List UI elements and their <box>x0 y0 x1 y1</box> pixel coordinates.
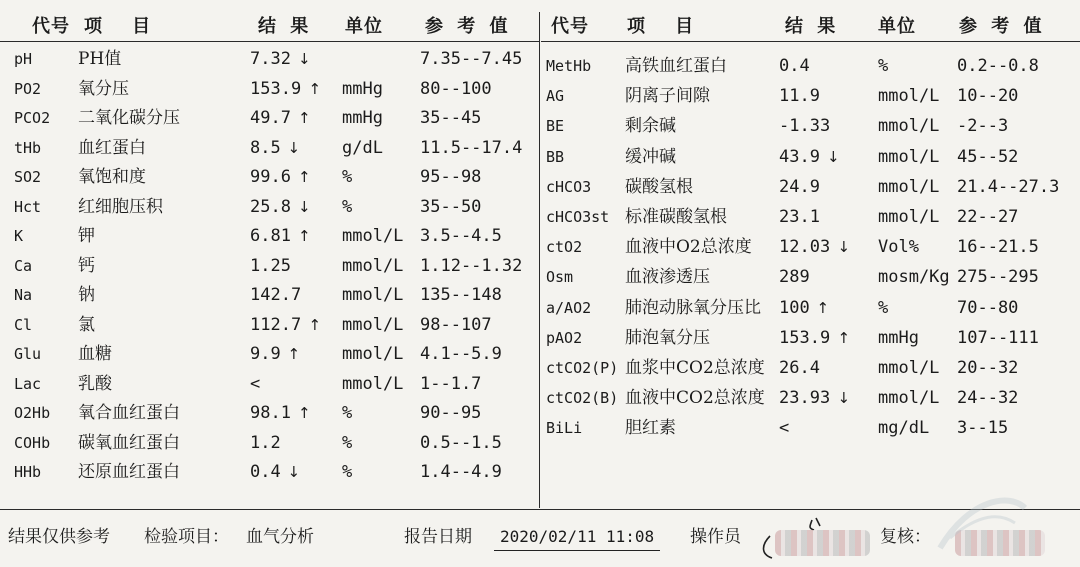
row-result: 1.25 <box>250 255 291 276</box>
header-code: 代号 <box>551 16 589 37</box>
row-unit: mmol/L <box>878 388 940 409</box>
row-reference: 80--100 <box>420 78 492 99</box>
row-code: Na <box>14 286 33 304</box>
row-reference: 20--32 <box>957 358 1019 378</box>
row-unit: % <box>342 432 353 453</box>
row-flag: ↓ <box>298 50 311 68</box>
row-flag: ↓ <box>287 138 301 157</box>
table-row <box>541 203 1080 232</box>
row-reference: 11.5--17.4 <box>420 137 523 158</box>
row-flag: ↑ <box>298 109 311 127</box>
row-reference: 3.5--4.5 <box>420 226 502 246</box>
row-result: 49.7 <box>250 108 291 128</box>
table-row <box>541 354 1080 383</box>
row-result: 12.03 <box>779 237 831 258</box>
row-reference: 0.5--1.5 <box>420 432 502 453</box>
header-reference: 参 考 值 <box>959 16 1046 37</box>
row-flag: ↑ <box>308 315 322 334</box>
row-code: Cl <box>14 315 33 334</box>
row-item-name: 碳酸氢根 <box>625 176 693 197</box>
row-result: 112.7 <box>250 314 302 335</box>
row-result: < <box>250 373 261 394</box>
row-unit: mg/dL <box>878 418 930 439</box>
table-row <box>0 399 540 428</box>
row-result: 23.1 <box>779 207 820 227</box>
test-item-label: 检验项目： <box>144 527 229 547</box>
row-unit: mmHg <box>342 78 383 99</box>
row-item-name: 血红蛋白 <box>78 137 146 158</box>
row-reference: 35--45 <box>420 108 482 128</box>
row-reference: 21.4--27.3 <box>957 176 1060 197</box>
row-result: 25.8 <box>250 196 291 217</box>
header-result: 结 果 <box>785 16 840 37</box>
row-unit: % <box>342 462 353 482</box>
table-row <box>0 252 540 281</box>
row-result: 43.9 <box>779 146 820 167</box>
header-reference: 参 考 值 <box>425 16 512 37</box>
row-reference: 22--27 <box>957 207 1019 227</box>
row-unit: % <box>878 297 889 318</box>
row-code: a/AO2 <box>546 298 592 317</box>
row-reference: 45--52 <box>957 146 1019 167</box>
row-flag: ↑ <box>287 345 301 363</box>
test-item-value: 血气分析 <box>246 527 314 547</box>
row-reference: 4.1--5.9 <box>420 344 502 364</box>
table-row <box>541 82 1080 111</box>
row-unit: mmol/L <box>878 116 940 137</box>
row-item-name: 血液中CO2总浓度 <box>625 388 765 409</box>
row-code: O2Hb <box>14 404 51 422</box>
redacted-operator-name <box>775 530 870 556</box>
row-code: PCO2 <box>14 109 51 127</box>
row-flag: ↓ <box>837 389 851 408</box>
table-row <box>541 112 1080 141</box>
row-flag: ↑ <box>816 298 830 317</box>
header-unit: 单位 <box>345 16 383 37</box>
row-flag: ↓ <box>287 463 301 481</box>
row-flag: ↓ <box>298 197 311 216</box>
row-result: 9.9 <box>250 344 281 364</box>
row-unit: % <box>878 56 889 76</box>
row-result: 24.9 <box>779 176 820 197</box>
row-unit: mmol/L <box>342 373 404 394</box>
table-row <box>541 143 1080 172</box>
row-unit: mmol/L <box>342 285 404 305</box>
row-result: 6.81 <box>250 226 291 246</box>
row-item-name: 肺泡氧分压 <box>625 327 710 348</box>
row-result: 142.7 <box>250 285 302 305</box>
row-item-name: 钠 <box>78 285 95 305</box>
row-item-name: 标准碳酸氢根 <box>625 207 727 227</box>
row-unit: % <box>342 403 353 423</box>
row-result: < <box>779 418 790 439</box>
report-date-label: 报告日期 <box>404 527 472 547</box>
row-code: Glu <box>14 345 42 363</box>
row-unit: mmol/L <box>878 86 940 107</box>
row-unit: mmol/L <box>878 146 940 167</box>
row-code: cHCO3 <box>546 177 592 196</box>
row-code: SO2 <box>14 168 42 186</box>
row-code: Hct <box>14 197 42 216</box>
operator-label: 操作员 <box>690 527 741 547</box>
row-unit: mosm/Kg <box>878 267 950 288</box>
row-unit: % <box>342 167 353 187</box>
table-row <box>0 281 540 310</box>
row-result: 0.4 <box>779 56 810 76</box>
row-code: AG <box>546 87 565 106</box>
row-unit: mmol/L <box>342 344 404 364</box>
row-flag: ↓ <box>837 238 851 257</box>
row-item-name: 胆红素 <box>625 418 676 439</box>
table-row <box>0 222 540 251</box>
row-item-name: 钙 <box>78 255 95 276</box>
row-reference: 98--107 <box>420 314 492 335</box>
row-item-name: 还原血红蛋白 <box>78 462 180 482</box>
row-result: 153.9 <box>250 78 302 99</box>
row-code: HHb <box>14 463 42 481</box>
header-unit: 单位 <box>878 16 916 37</box>
row-result: 7.32 <box>250 49 291 69</box>
row-reference: 95--98 <box>420 167 482 187</box>
row-code: PO2 <box>14 79 42 98</box>
row-item-name: 肺泡动脉氧分压比 <box>625 297 761 318</box>
header-item: 项 目 <box>627 16 695 37</box>
row-reference: 70--80 <box>957 297 1019 318</box>
reviewer-label: 复核： <box>880 527 931 547</box>
table-row <box>541 384 1080 413</box>
row-code: ctCO2(B) <box>546 389 619 408</box>
header-underline-left <box>0 41 539 42</box>
row-reference: 107--111 <box>957 327 1039 348</box>
row-code: COHb <box>14 433 51 452</box>
row-code: BB <box>546 147 565 166</box>
row-item-name: 二氧化碳分压 <box>78 108 180 128</box>
row-unit: mmHg <box>878 327 919 348</box>
row-item-name: 血浆中CO2总浓度 <box>625 358 765 378</box>
row-code: K <box>14 227 24 245</box>
row-item-name: 阴离子间隙 <box>625 86 710 107</box>
row-code: MetHb <box>546 57 592 75</box>
table-row <box>0 370 540 399</box>
row-code: tHb <box>14 138 42 157</box>
row-reference: 1.12--1.32 <box>420 255 523 276</box>
row-item-name: 血糖 <box>78 344 112 364</box>
row-reference: 275--295 <box>957 267 1039 288</box>
row-unit: mmol/L <box>342 314 404 335</box>
row-reference: 135--148 <box>420 285 502 305</box>
row-item-name: 血液渗透压 <box>625 267 710 288</box>
table-row <box>0 75 540 104</box>
row-reference: 16--21.5 <box>957 237 1039 258</box>
row-result: 1.2 <box>250 432 281 453</box>
table-row <box>541 233 1080 262</box>
row-code: Lac <box>14 374 42 393</box>
row-unit: mmHg <box>342 108 383 128</box>
table-row <box>541 294 1080 323</box>
row-result: -1.33 <box>779 116 831 137</box>
row-reference: 1.4--4.9 <box>420 462 502 482</box>
row-reference: 7.35--7.45 <box>420 49 523 69</box>
row-code: BE <box>546 117 565 136</box>
row-unit: Vol% <box>878 237 919 258</box>
row-item-name: PH值 <box>78 49 122 69</box>
row-result: 11.9 <box>779 86 820 107</box>
row-item-name: 氧合血红蛋白 <box>78 403 180 423</box>
row-item-name: 红细胞压积 <box>78 196 163 217</box>
row-flag: ↑ <box>837 328 851 347</box>
row-reference: 90--95 <box>420 403 482 423</box>
header-item: 项 目 <box>84 16 152 37</box>
table-row <box>541 263 1080 292</box>
table-row <box>541 324 1080 353</box>
row-flag: ↑ <box>308 79 322 98</box>
row-unit: mmol/L <box>342 226 404 246</box>
row-result: 99.6 <box>250 167 291 187</box>
row-unit: mmol/L <box>878 358 940 378</box>
row-code: cHCO3st <box>546 208 610 226</box>
table-row <box>541 173 1080 202</box>
row-item-name: 乳酸 <box>78 373 112 394</box>
row-code: Osm <box>546 268 574 287</box>
watermark-logo <box>930 488 1080 558</box>
table-row <box>0 104 540 133</box>
row-reference: 3--15 <box>957 418 1009 439</box>
row-code: pAO2 <box>546 328 583 347</box>
row-code: Ca <box>14 256 33 275</box>
header-code: 代号 <box>32 16 70 37</box>
table-row <box>0 311 540 340</box>
row-reference: 35--50 <box>420 196 482 217</box>
row-unit: mmol/L <box>342 255 404 276</box>
row-flag: ↑ <box>298 227 311 245</box>
header-underline-right <box>541 41 1080 42</box>
row-reference: -2--3 <box>957 116 1009 137</box>
table-row <box>541 414 1080 443</box>
row-reference: 10--20 <box>957 86 1019 107</box>
row-result: 100 <box>779 297 810 318</box>
row-item-name: 高铁血红蛋白 <box>625 56 727 76</box>
row-flag: ↑ <box>298 404 311 422</box>
row-unit: g/dL <box>342 137 383 158</box>
table-row <box>0 340 540 369</box>
footer-note: 结果仅供参考 <box>8 527 110 547</box>
row-reference: 0.2--0.8 <box>957 56 1039 76</box>
row-result: 153.9 <box>779 327 831 348</box>
row-item-name: 氯 <box>78 314 95 335</box>
row-flag: ↑ <box>298 168 311 186</box>
row-result: 289 <box>779 267 810 288</box>
row-result: 0.4 <box>250 462 281 482</box>
row-reference: 24--32 <box>957 388 1019 409</box>
table-row <box>0 193 540 222</box>
row-item-name: 缓冲碱 <box>625 146 676 167</box>
header-result: 结 果 <box>258 16 313 37</box>
table-row <box>0 45 540 74</box>
row-code: pH <box>14 50 33 68</box>
row-code: BiLi <box>546 419 583 438</box>
row-flag: ↓ <box>827 147 840 166</box>
table-row <box>0 163 540 192</box>
report-footer <box>0 520 1080 554</box>
row-code: ctCO2(P) <box>546 359 619 377</box>
table-row <box>0 458 540 487</box>
row-item-name: 氧分压 <box>78 78 129 99</box>
row-unit: mmol/L <box>878 176 940 197</box>
row-result: 98.1 <box>250 403 291 423</box>
row-unit: mmol/L <box>878 207 940 227</box>
table-row <box>541 52 1080 81</box>
row-item-name: 血液中O2总浓度 <box>625 237 752 258</box>
row-item-name: 氧饱和度 <box>78 167 146 187</box>
table-row <box>0 134 540 163</box>
row-reference: 1--1.7 <box>420 373 482 394</box>
row-item-name: 剩余碱 <box>625 116 676 137</box>
row-unit: % <box>342 196 353 217</box>
row-result: 23.93 <box>779 388 831 409</box>
row-item-name: 碳氧血红蛋白 <box>78 432 180 453</box>
row-result: 26.4 <box>779 358 820 378</box>
row-result: 8.5 <box>250 137 281 158</box>
table-row <box>0 429 540 458</box>
row-item-name: 钾 <box>78 226 95 246</box>
footer-divider <box>0 509 1080 510</box>
row-code: ctO2 <box>546 238 583 257</box>
report-date-value: 2020/02/11 11:08 <box>494 524 660 551</box>
